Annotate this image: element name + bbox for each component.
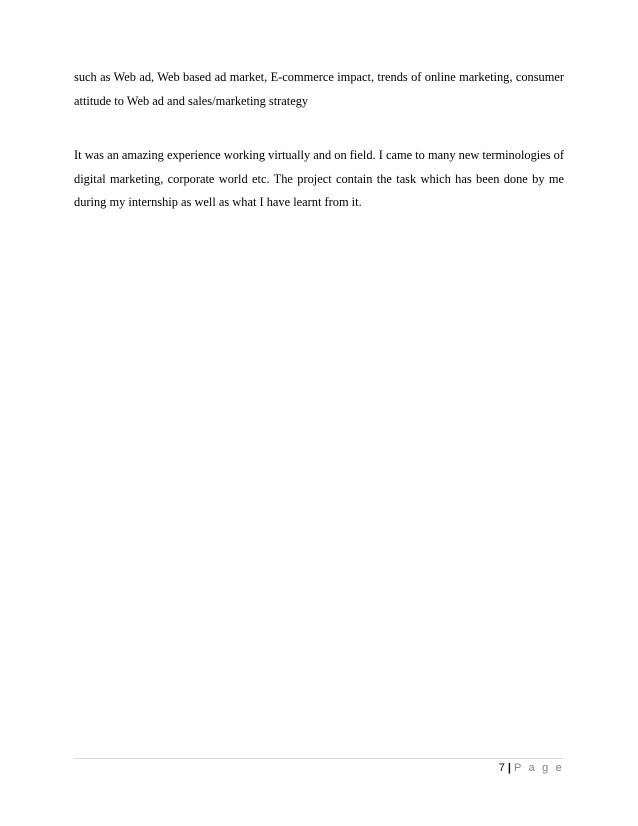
page-label: P a g e (513, 762, 564, 774)
page-body (74, 66, 564, 215)
page-footer (499, 762, 564, 774)
page-number-separator: | (507, 762, 511, 774)
page-number: 7 (498, 762, 505, 774)
paragraph-1: such as Web ad, Web based ad market, E-commerce impact, trends of online marketing, consumer attitude to Web ad and sales/marketing strategy (74, 70, 564, 108)
footer-divider (74, 758, 564, 759)
paragraph-2: It was an amazing experience working virtually and on field. I came to many new terminologies of digital marketing, corporate world etc. The project contain the task which has been done by me during my internship as well as what I have learnt from it. (74, 148, 564, 209)
